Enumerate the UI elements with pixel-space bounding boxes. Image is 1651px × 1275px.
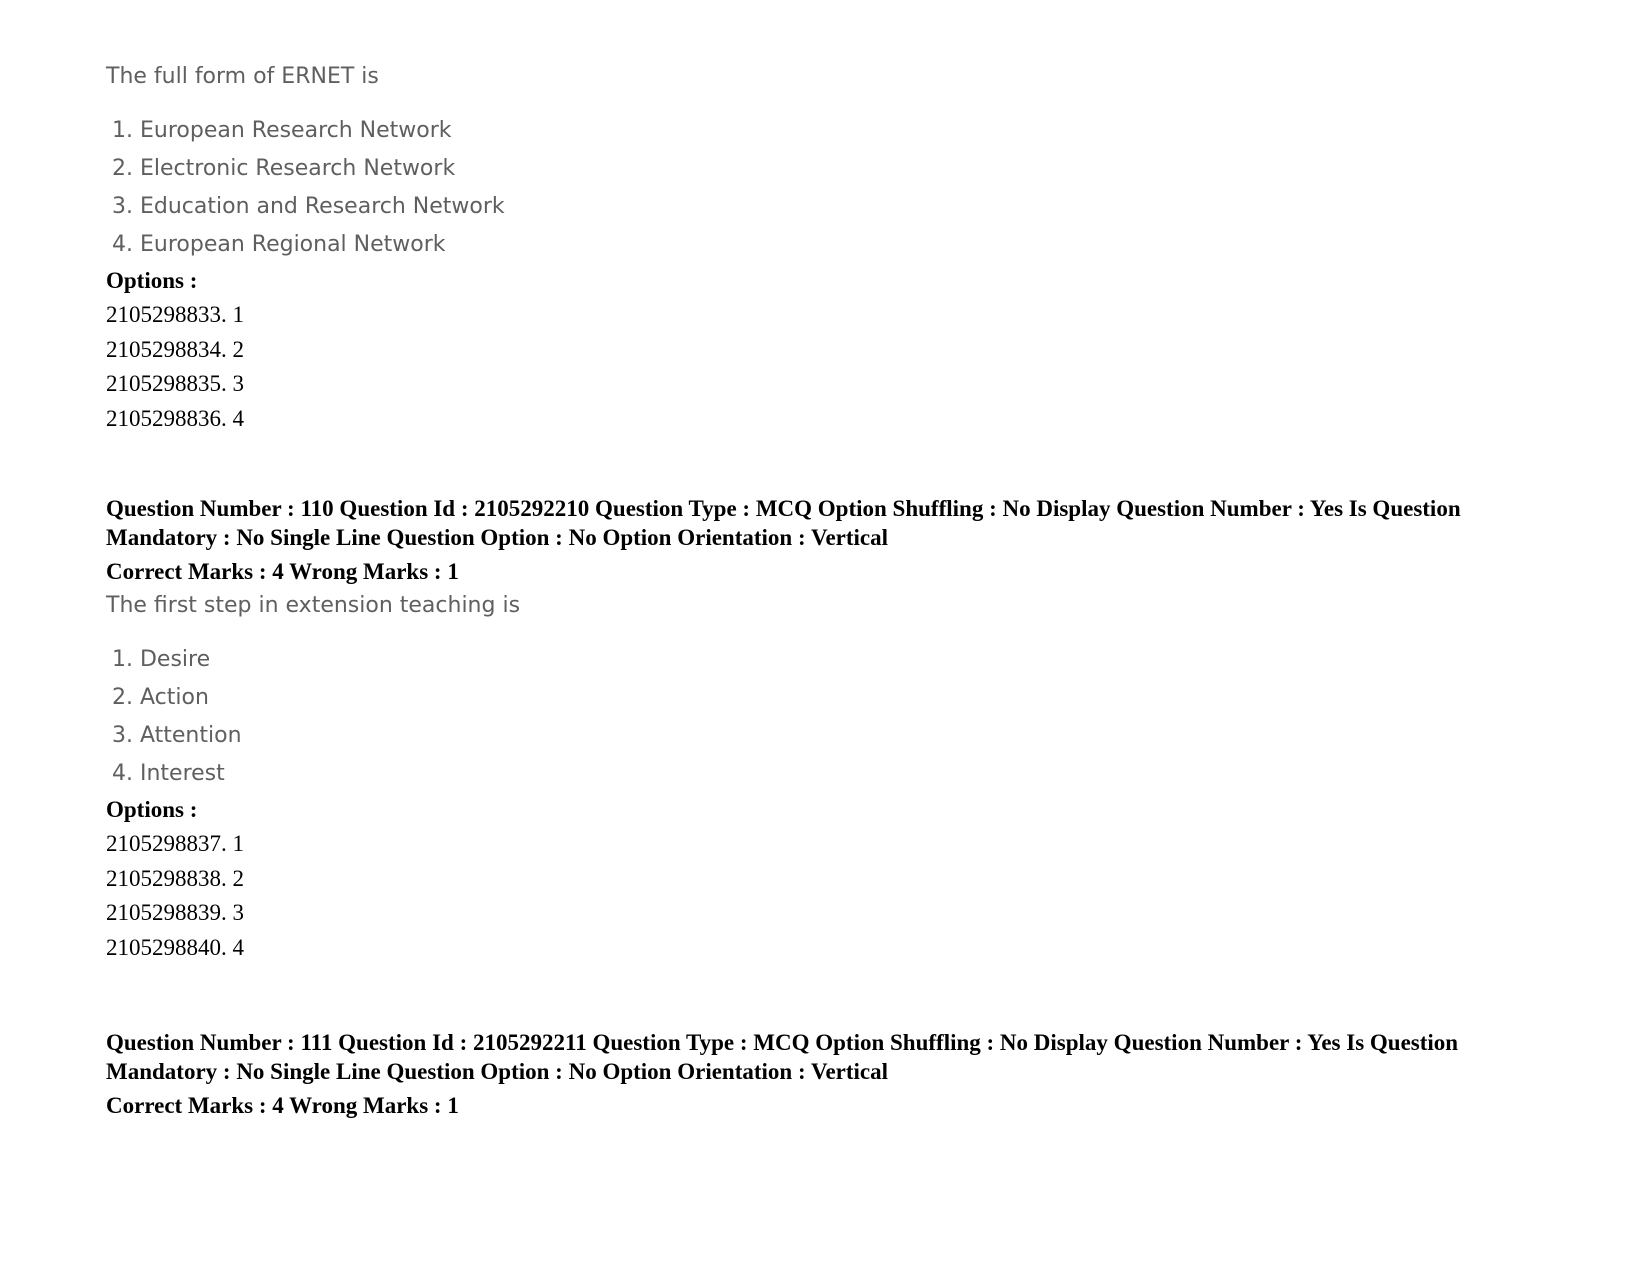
options-heading: Options : [106,797,198,822]
option-id-item: 2105298840. 4 [106,934,244,960]
question-meta: Question Number : 110 Question Id : 2105292210 Question Type : MCQ Option Shuffling : No Display Question Number : Yes Is Question Mandatory : No Single Line Question Option : No Option Orientation : Vertical [106,496,1461,550]
choice-item: 2. Action [112,685,209,710]
option-id-item: 2105298837. 1 [106,831,244,856]
choice-item: 1. European Research Network [112,118,452,143]
choice-item: 3. Attention [112,723,242,748]
choice-item: 2. Electronic Research Network [112,156,456,181]
options-heading: Options : [106,268,198,293]
choice-item: 1. Desire [112,647,211,672]
choice-list [106,112,1566,264]
choice-item: 4. European Regional Network [112,232,446,257]
choice-list [106,641,1566,793]
option-id-list [106,827,1566,965]
choice-item: 4. Interest [112,761,225,786]
option-id-item: 2105298836. 4 [106,405,244,431]
question-marks: Correct Marks : 4 Wrong Marks : 1 [106,559,459,584]
question-111-block [106,1028,1566,1123]
option-id-list [106,298,1566,436]
choice-item: 3. Education and Research Network [112,194,505,219]
option-id-item: 2105298834. 2 [106,336,244,362]
option-id-item: 2105298838. 2 [106,865,244,891]
question-meta: Question Number : 111 Question Id : 2105292211 Question Type : MCQ Option Shuffling : No Display Question Number : Yes Is Question Mandatory : No Single Line Question Option : No Option Orientation : Vertical [106,1030,1459,1084]
question-109-block [106,64,1566,436]
question-marks: Correct Marks : 4 Wrong Marks : 1 [106,1093,459,1118]
question-text: The first step in extension teaching is [106,593,521,618]
option-id-item: 2105298839. 3 [106,900,244,925]
question-text: The full form of ERNET is [106,64,379,89]
option-id-item: 2105298833. 1 [106,302,244,327]
option-id-item: 2105298835. 3 [106,371,244,396]
question-110-block [106,494,1566,965]
